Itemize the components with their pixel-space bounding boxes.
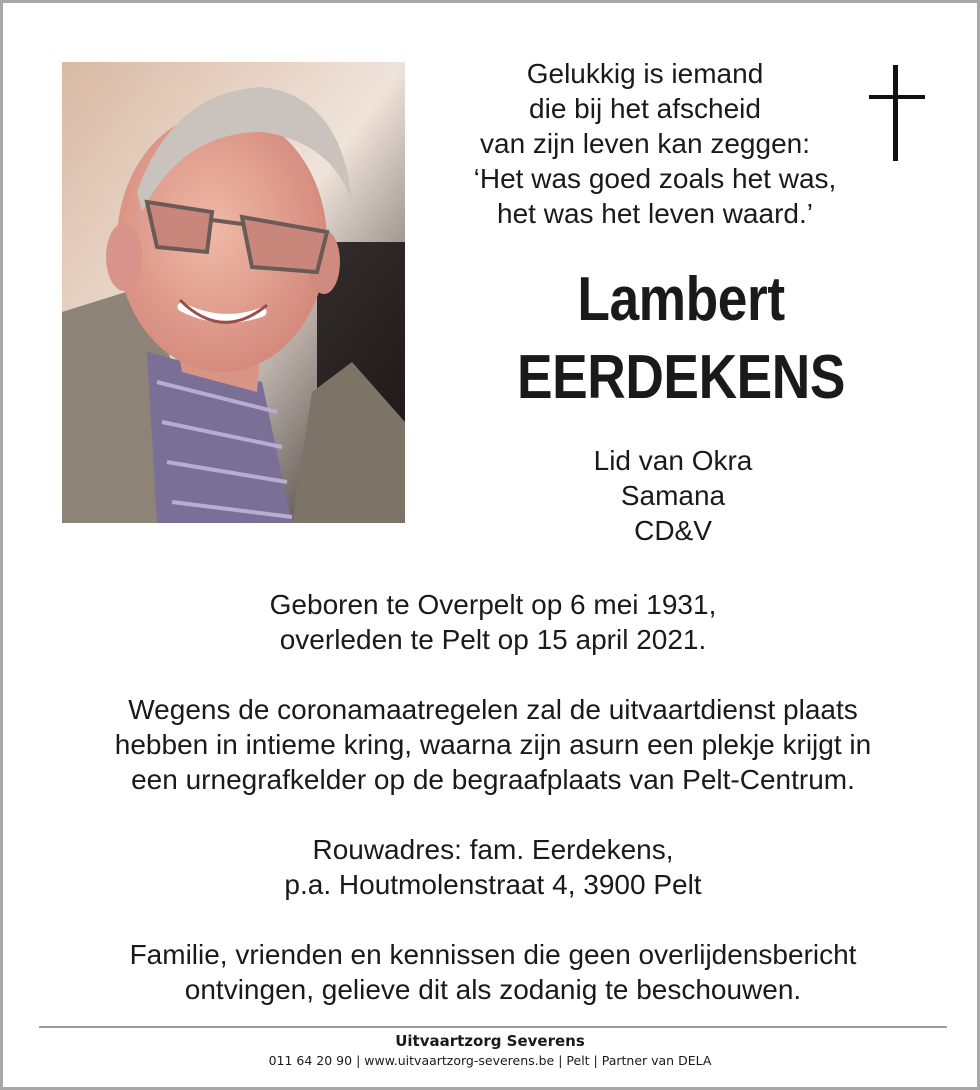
obituary-details xyxy=(33,587,953,1007)
quote-line: die bij het afscheid xyxy=(529,93,761,124)
membership-item: CD&V xyxy=(634,515,712,546)
death-line: overleden te Pelt op 15 april 2021. xyxy=(279,624,707,655)
first-name: Lambert xyxy=(577,265,785,334)
footer xyxy=(3,1032,977,1070)
surname: EERDEKENS xyxy=(517,343,845,412)
quote-line: van zijn leven kan zeggen: xyxy=(480,128,810,159)
cross-icon xyxy=(869,65,925,161)
funeral-contact: 011 64 20 90 | www.uitvaartzorg-severens.be | Pelt | Partner van DELA xyxy=(268,1053,712,1068)
birth-line: Geboren te Overpelt op 6 mei 1931, xyxy=(269,589,717,620)
ceremony-line: hebben in intieme kring, waarna zijn asurn een plekje krijgt in xyxy=(114,729,872,760)
quote-line: het was het leven waard.’ xyxy=(497,198,813,229)
quote-line: ‘Het was goed zoals het was, xyxy=(473,163,837,194)
notice-line: ontvingen, gelieve dit als zodanig te beschouwen. xyxy=(184,974,802,1005)
ceremony-line: een urnegrafkelder op de begraafplaats van Pelt-Centrum. xyxy=(131,764,855,795)
memorial-quote xyxy=(435,56,855,231)
ceremony-line: Wegens de coronamaatregelen zal de uitvaartdienst plaats xyxy=(128,694,858,725)
notice-line: Familie, vrienden en kennissen die geen overlijdensbericht xyxy=(129,939,857,970)
deceased-name xyxy=(509,267,853,411)
address-line: Rouwadres: fam. Eerdekens, xyxy=(312,834,674,865)
quote-line: Gelukkig is iemand xyxy=(526,58,764,89)
portrait-illustration xyxy=(62,62,405,523)
membership-item: Lid van Okra xyxy=(593,445,753,476)
address-line: p.a. Houtmolenstraat 4, 3900 Pelt xyxy=(284,869,702,900)
portrait-photo xyxy=(62,62,405,523)
footer-divider xyxy=(39,1026,947,1028)
funeral-company: Uitvaartzorg Severens xyxy=(395,1032,585,1050)
membership-item: Samana xyxy=(620,480,726,511)
memberships xyxy=(523,443,823,548)
